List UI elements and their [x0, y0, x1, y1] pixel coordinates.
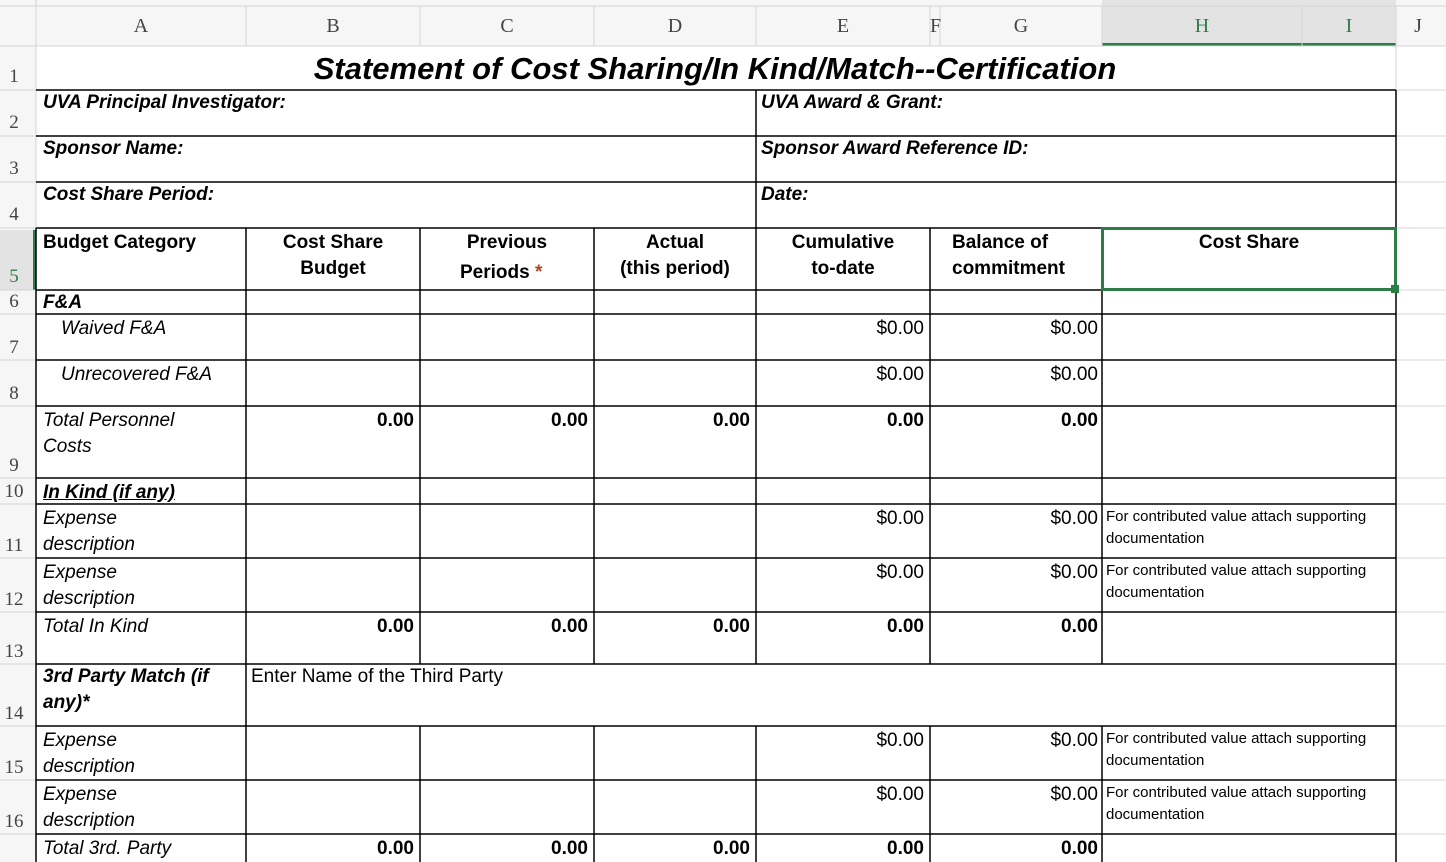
row-header-10[interactable]: 10 [4, 481, 24, 502]
item-unrecovered-fa[interactable]: Unrecovered F&A [61, 364, 213, 385]
row-header-8[interactable]: 8 [9, 383, 19, 404]
personnel-actual[interactable]: 0.00 [713, 410, 750, 431]
page-title[interactable]: Statement of Cost Sharing/In Kind/Match--Certification [313, 51, 1117, 86]
date-label[interactable]: Date: [761, 184, 809, 205]
total-personnel-2[interactable]: Costs [43, 436, 92, 457]
header-cumulative-1[interactable]: Cumulative [791, 232, 895, 253]
column-header-a[interactable]: A [133, 15, 149, 37]
item-waived-fa[interactable]: Waived F&A [61, 318, 167, 339]
header-previous-periods-2[interactable]: Periods * [460, 262, 543, 283]
third-party-previous[interactable]: 0.00 [551, 838, 588, 859]
in-kind-balance[interactable]: 0.00 [1061, 616, 1098, 637]
in-kind-previous[interactable]: 0.00 [551, 616, 588, 637]
personnel-cumulative[interactable]: 0.00 [887, 410, 924, 431]
column-header-g[interactable]: G [1013, 15, 1029, 37]
row-header-2[interactable]: 2 [9, 112, 19, 133]
column-header-f[interactable]: F [930, 15, 942, 37]
column-header-e[interactable]: E [836, 15, 850, 37]
note-12-1[interactable]: For contributed value attach supporting [1106, 562, 1367, 579]
note-15-2[interactable]: documentation [1106, 752, 1205, 769]
cumulative-12[interactable]: $0.00 [876, 562, 924, 583]
sponsor-label[interactable]: Sponsor Name: [43, 138, 184, 159]
personnel-balance[interactable]: 0.00 [1061, 410, 1098, 431]
required-star: * [534, 262, 543, 283]
column-header-h[interactable]: H [1194, 15, 1210, 37]
cumulative-11[interactable]: $0.00 [876, 508, 924, 529]
row-header-14[interactable]: 14 [4, 703, 24, 724]
expense-desc-16-2[interactable]: description [43, 810, 135, 831]
row-header-1[interactable]: 1 [9, 66, 19, 87]
sponsor-ref-label[interactable]: Sponsor Award Reference ID: [761, 138, 1029, 159]
third-party-cumulative[interactable]: 0.00 [887, 838, 924, 859]
row-header-12[interactable]: 12 [4, 589, 24, 610]
award-label[interactable]: UVA Award & Grant: [761, 92, 943, 113]
header-balance-1[interactable]: Balance of [952, 232, 1049, 253]
row-header-11[interactable]: 11 [4, 535, 24, 556]
cumulative-unrecovered[interactable]: $0.00 [876, 364, 924, 385]
personnel-budget[interactable]: 0.00 [377, 410, 414, 431]
header-previous-periods-1[interactable]: Previous [466, 232, 548, 253]
balance-waived[interactable]: $0.00 [1050, 318, 1098, 339]
expense-desc-11-1[interactable]: Expense [43, 508, 117, 529]
period-label[interactable]: Cost Share Period: [43, 184, 215, 205]
row-header-15[interactable]: 15 [4, 757, 24, 778]
in-kind-actual[interactable]: 0.00 [713, 616, 750, 637]
note-16-1[interactable]: For contributed value attach supporting [1106, 784, 1367, 801]
in-kind-cumulative[interactable]: 0.00 [887, 616, 924, 637]
balance-12[interactable]: $0.00 [1050, 562, 1098, 583]
note-12-2[interactable]: documentation [1106, 584, 1205, 601]
expense-desc-12-1[interactable]: Expense [43, 562, 117, 583]
header-cost-share-budget-1[interactable]: Cost Share [282, 232, 384, 253]
header-actual-1[interactable]: Actual [645, 232, 705, 253]
header-balance-2[interactable]: commitment [952, 258, 1065, 279]
third-party-name-cell[interactable]: Enter Name of the Third Party [251, 666, 504, 687]
column-header-i[interactable]: I [1345, 15, 1353, 37]
row-header-7[interactable]: 7 [9, 337, 19, 358]
total-third-party[interactable]: Total 3rd. Party [43, 838, 172, 859]
balance-unrecovered[interactable]: $0.00 [1050, 364, 1098, 385]
third-party-balance[interactable]: 0.00 [1061, 838, 1098, 859]
row-header-5[interactable]: 5 [9, 266, 19, 287]
expense-desc-15-2[interactable]: description [43, 756, 135, 777]
expense-desc-11-2[interactable]: description [43, 534, 135, 555]
section-third-party-1[interactable]: 3rd Party Match (if [43, 666, 209, 687]
third-party-actual[interactable]: 0.00 [713, 838, 750, 859]
column-header-j[interactable]: J [1414, 15, 1422, 37]
column-header-c[interactable]: C [500, 15, 514, 37]
cumulative-waived[interactable]: $0.00 [876, 318, 924, 339]
in-kind-budget[interactable]: 0.00 [377, 616, 414, 637]
column-header-b[interactable]: B [326, 15, 340, 37]
expense-desc-16-1[interactable]: Expense [43, 784, 117, 805]
row-header-9[interactable]: 9 [9, 455, 19, 476]
cumulative-16[interactable]: $0.00 [876, 784, 924, 805]
note-15-1[interactable]: For contributed value attach supporting [1106, 730, 1367, 747]
total-personnel-1[interactable]: Total Personnel [43, 410, 175, 431]
row-header-6[interactable]: 6 [9, 291, 19, 312]
expense-desc-12-2[interactable]: description [43, 588, 135, 609]
balance-11[interactable]: $0.00 [1050, 508, 1098, 529]
section-third-party-2[interactable]: any)* [43, 692, 90, 713]
expense-desc-15-1[interactable]: Expense [43, 730, 117, 751]
section-fa[interactable]: F&A [43, 292, 83, 313]
note-11-2[interactable]: documentation [1106, 530, 1205, 547]
personnel-previous[interactable]: 0.00 [551, 410, 588, 431]
pi-label[interactable]: UVA Principal Investigator: [43, 92, 286, 113]
row-header-13[interactable]: 13 [4, 641, 24, 662]
total-in-kind[interactable]: Total In Kind [43, 616, 148, 637]
column-header-d[interactable]: D [667, 15, 683, 37]
header-cost-share-budget-2[interactable]: Budget [300, 258, 366, 279]
row-header-3[interactable]: 3 [9, 158, 19, 179]
header-cumulative-2[interactable]: to-date [811, 258, 875, 279]
header-actual-2[interactable]: (this period) [620, 258, 730, 279]
cumulative-15[interactable]: $0.00 [876, 730, 924, 751]
note-16-2[interactable]: documentation [1106, 806, 1205, 823]
row-header-4[interactable]: 4 [9, 204, 19, 225]
balance-15[interactable]: $0.00 [1050, 730, 1098, 751]
note-11-1[interactable]: For contributed value attach supporting [1106, 508, 1367, 525]
row-header-16[interactable]: 16 [4, 811, 24, 832]
header-cost-share[interactable]: Cost Share [1198, 232, 1300, 253]
section-in-kind[interactable]: In Kind (if any) [43, 482, 175, 503]
third-party-budget[interactable]: 0.00 [377, 838, 414, 859]
balance-16[interactable]: $0.00 [1050, 784, 1098, 805]
header-budget-category[interactable]: Budget Category [43, 232, 197, 253]
